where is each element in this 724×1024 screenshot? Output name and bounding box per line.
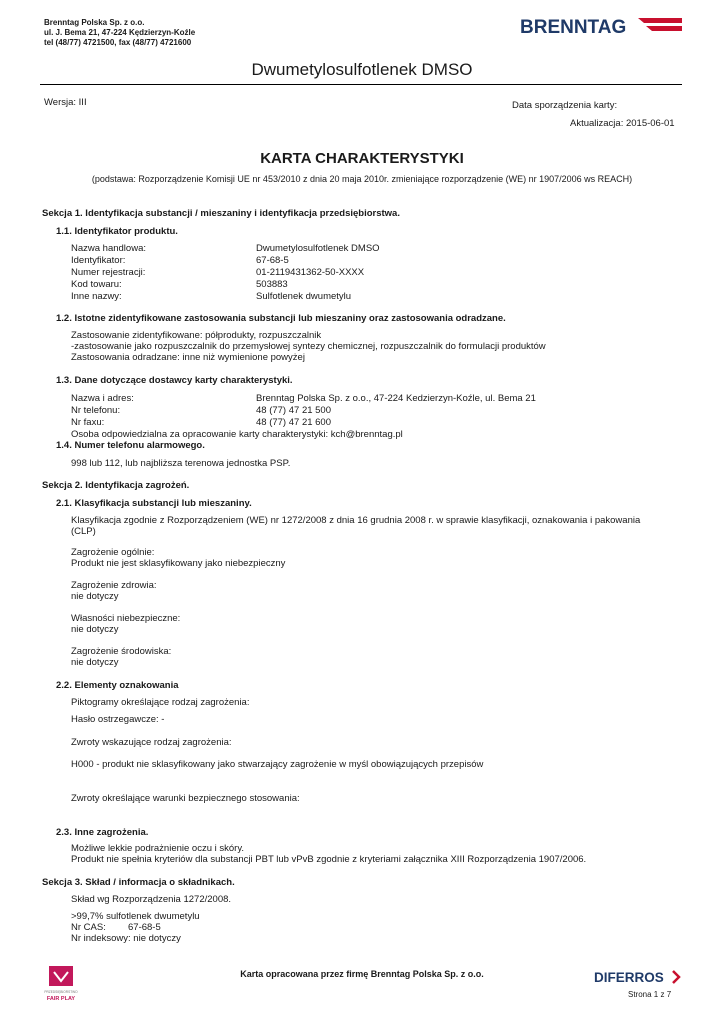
svg-text:PRZEDSIĘBIORSTWO: PRZEDSIĘBIORSTWO [44, 990, 78, 994]
hazard-general-value: Produkt nie jest sklasyfikowany jako niebezpieczny [71, 558, 286, 569]
subsection-1-3-title: 1.3. Dane dotyczące dostawcy karty charakterystyki. [56, 375, 293, 386]
company-phone: tel (48/77) 4721500, fax (48/77) 4721600 [44, 38, 192, 47]
supplier-value: 48 (77) 47 21 500 [256, 405, 332, 416]
use-line: Zastosowanie zidentyfikowane: półprodukty, rozpuszczalnik [71, 330, 322, 341]
supplier-label: Nr telefonu: [71, 405, 121, 416]
page-number: Strona 1 z 7 [628, 990, 672, 999]
main-title: KARTA CHARAKTERYSTYKI [260, 150, 464, 167]
index-number: Nr indeksowy: nie dotyczy [71, 933, 181, 944]
supplier-value: 48 (77) 47 21 600 [256, 417, 332, 428]
version: Wersja: III [44, 97, 87, 108]
pbt-statement: Produkt nie spełnia kryteriów dla substancji PBT lub vPvB zgodnie z kryteriami załącznika XIII Rozporządzenia 1907/2006. [71, 854, 587, 865]
hazard-env-value: nie dotyczy [71, 657, 119, 668]
hazard-physical-label: Własności niebezpieczne: [71, 613, 181, 624]
ident-value: Dwumetylosulfotlenek DMSO [256, 243, 380, 254]
hazard-health-label: Zagrożenie zdrowia: [71, 580, 157, 591]
hazard-statement-h000: H000 - produkt nie sklasyfikowany jako stwarzający zagrożenie w myśl obowiązujących przepisów [71, 759, 484, 770]
ident-label: Kod towaru: [71, 279, 122, 290]
section-3-title: Sekcja 3. Skład / informacja o składnikach. [42, 877, 235, 888]
subsection-1-4-title: 1.4. Numer telefonu alarmowego. [56, 440, 205, 451]
document-title: Dwumetylosulfotlenek DMSO [251, 60, 473, 79]
hazard-physical-value: nie dotyczy [71, 624, 119, 635]
svg-text:BRENNTAG: BRENNTAG [520, 17, 627, 38]
ident-label: Inne nazwy: [71, 291, 122, 302]
section-2-title: Sekcja 2. Identyfikacja zagrożeń. [42, 480, 190, 491]
hazard-statements-label: Zwroty wskazujące rodzaj zagrożenia: [71, 737, 232, 748]
header-divider [40, 84, 682, 85]
supplier-label: Nr faxu: [71, 417, 105, 428]
diferros-logo [594, 968, 682, 986]
responsible-person: Osoba odpowiedzialna za opracowanie karty charakterystyki: kch@brenntag.pl [71, 429, 403, 440]
ident-value: Sulfotlenek dwumetylu [256, 291, 352, 302]
cas-label: Nr CAS: [71, 922, 106, 933]
svg-text:DIFERROS: DIFERROS [594, 970, 664, 985]
emergency-number: 998 lub 112, lub najbliższa terenowa jednostka PSP. [71, 458, 291, 469]
legal-basis: (podstawa: Rozporządzenie Komisji UE nr 453/2010 z dnia 20 maja 2010r. zmieniające rozporządzenie (WE) nr 1907/2006 ws REACH) [91, 174, 633, 184]
ident-value: 67-68-5 [256, 255, 289, 266]
signal-word: Hasło ostrzegawcze: - [71, 714, 165, 725]
brenntag-logo [520, 12, 682, 42]
date-label: Data sporządzenia karty: [512, 100, 618, 111]
other-hazards: Możliwe lekkie podrażnienie oczu i skóry. [71, 843, 245, 854]
ident-label: Identyfikator: [71, 255, 126, 266]
clp-text-cont: (CLP) [71, 526, 96, 537]
section-1-title: Sekcja 1. Identyfikacja substancji / mieszaniny i identyfikacja przedsiębiorstwa. [42, 208, 400, 219]
supplier-value: Brenntag Polska Sp. z o.o., 47-224 Kedzierzyn-Koźle, ul. Bema 21 [256, 393, 536, 404]
cas-value: 67-68-5 [128, 922, 161, 933]
hazard-health-value: nie dotyczy [71, 591, 119, 602]
clp-text: Klasyfikacja zgodnie z Rozporządzeniem (WE) nr 1272/2008 z dnia 16 grudnia 2008 r. w sprawie klasyfikacji, oznakowania i pakowania [71, 515, 641, 526]
composition-line: >99,7% sulfotlenek dwumetylu [71, 911, 200, 922]
hazard-general-label: Zagrożenie ogólnie: [71, 547, 155, 558]
ident-value: 01-2119431362-50-XXXX [256, 267, 365, 278]
use-line: -zastosowanie jako rozpuszczalnik do przemysłowej syntezy chemicznej, rozpuszczalnik do formulacji produktów [71, 341, 546, 352]
subsection-2-1-title: 2.1. Klasyfikacja substancji lub mieszaniny. [56, 498, 252, 509]
use-line: Zastosowania odradzane: inne niż wymienione powyżej [71, 352, 305, 363]
company-street: ul. J. Bema 21, 47-224 Kędzierzyn-Koźle [44, 28, 196, 37]
composition-basis: Skład wg Rozporządzenia 1272/2008. [71, 894, 232, 905]
ident-label: Numer rejestracji: [71, 267, 146, 278]
update-date: Aktualizacja: 2015-06-01 [570, 118, 675, 129]
subsection-1-2-title: 1.2. Istotne zidentyfikowane zastosowania substancji lub mieszaniny oraz zastosowania odradzane. [56, 313, 506, 324]
supplier-label: Nazwa i adres: [71, 393, 134, 404]
subsection-2-2-title: 2.2. Elementy oznakowania [56, 680, 179, 691]
subsection-2-3-title: 2.3. Inne zagrożenia. [56, 827, 149, 838]
pictograms-label: Piktogramy określające rodzaj zagrożenia: [71, 697, 250, 708]
company-address [44, 18, 195, 48]
hazard-env-label: Zagrożenie środowiska: [71, 646, 172, 657]
ident-value: 503883 [256, 279, 288, 290]
svg-text:FAIR PLAY: FAIR PLAY [46, 996, 76, 1002]
footer-text: Karta opracowana przez firmę Brenntag Polska Sp. z o.o. [240, 969, 484, 979]
company-name: Brenntag Polska Sp. z o.o. [44, 18, 145, 27]
subsection-1-1-title: 1.1. Identyfikator produktu. [56, 226, 178, 237]
ident-label: Nazwa handlowa: [71, 243, 146, 254]
precautionary-label: Zwroty określające warunki bezpiecznego stosowania: [71, 793, 300, 804]
